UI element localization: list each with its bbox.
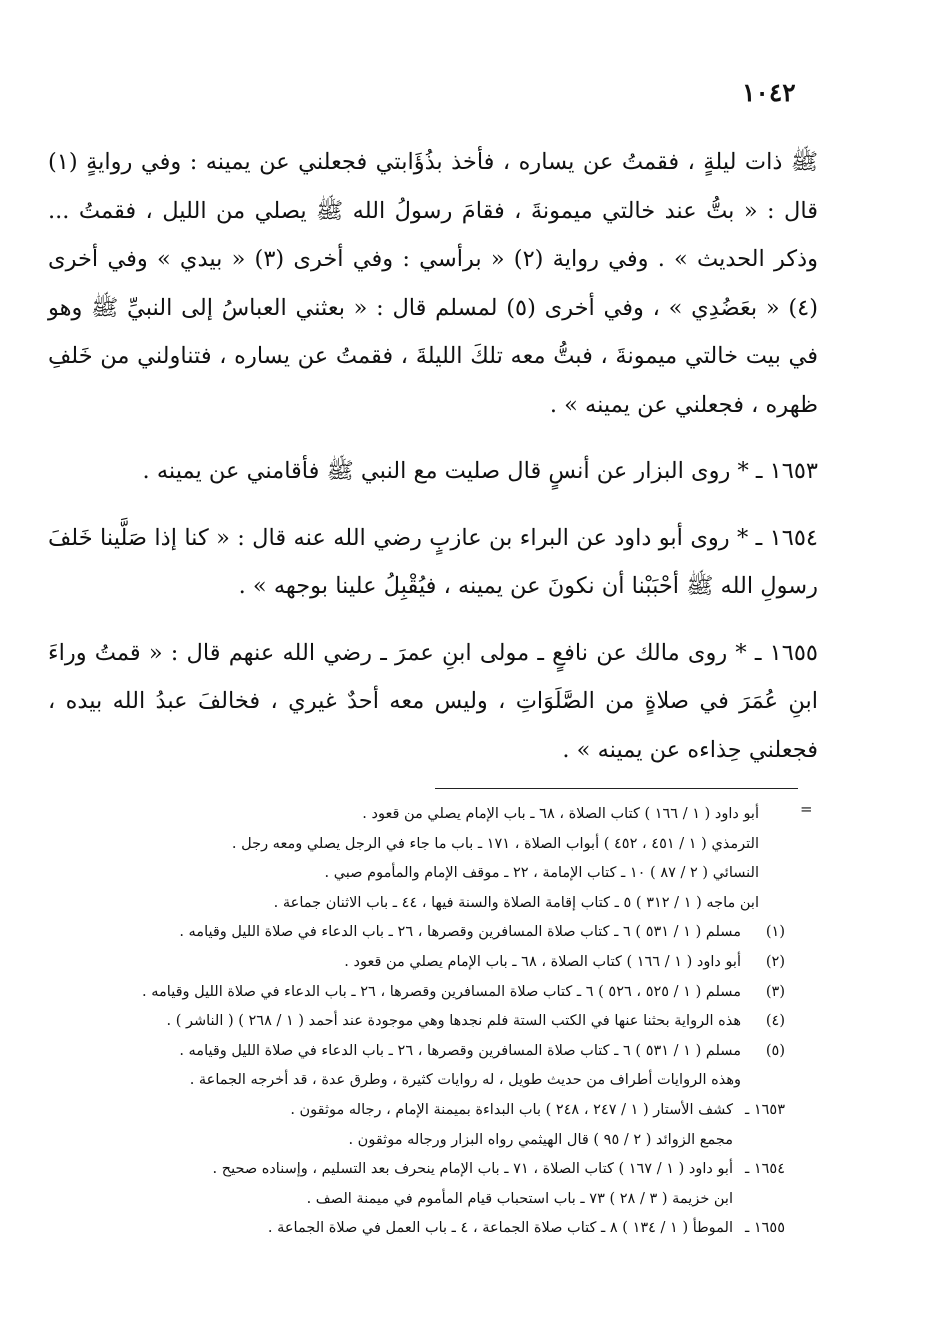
text-line: قال : « بتُّ عند خالتي ميمونةَ ، فقامَ رسولُ الله ﷺ يصلي من الليل ، فقمتُ ... وذكر bbox=[48, 197, 819, 272]
footnote-text: مسلم ( ١ / ٥٣١ ) ٦ ـ كتاب صلاة المسافرين وقصرها ، ٢٦ ـ باب الدعاء في صلاة الليل وقيامه . bbox=[179, 1042, 741, 1059]
page-number: ١٠٤٢ bbox=[742, 78, 796, 107]
continuation-mark: = bbox=[800, 800, 813, 818]
footnote-text: وهذه الروايات أطراف من حديث طويل ، له روايات كثيرة ، وطرق عدة ، قد أخرجه الجماعة . bbox=[189, 1072, 741, 1089]
footnote-text: مسلم ( ١ / ٥٣١ ) ٦ ـ كتاب صلاة المسافرين وقصرها ، ٢٦ ـ باب الدعاء في صلاة الليل وقيامه . bbox=[179, 924, 741, 941]
footnote-number: (٢) bbox=[765, 953, 785, 970]
text-line: ﷺ ذات ليلةٍ ، فقمتُ عن يساره ، فأخذ بذُؤَابتي فجعلني عن يمينه : وفي روايةٍ (١) bbox=[48, 149, 818, 175]
footnote-number: (١) bbox=[765, 924, 785, 941]
footnote-number bbox=[741, 1066, 785, 1096]
text-line: عن يمينه » . bbox=[562, 736, 681, 763]
footnote-text: مجمع الزوائد ( ٢ / ٩٥ ) قال الهيثمي رواه البزار ورجاله موثقون . bbox=[348, 1131, 733, 1148]
hadith-1654 bbox=[48, 514, 818, 611]
footnote-text: ابن ماجه ( ١ / ٣١٢ ) ٥ ـ كتاب إقامة الصلاة والسنة فيها ، ٤٤ ـ باب الاثنان جماعة . bbox=[273, 894, 759, 911]
footnote-line bbox=[110, 800, 785, 830]
footnote-line bbox=[110, 918, 785, 948]
footnote-line bbox=[110, 1066, 785, 1096]
footnote-line bbox=[110, 948, 785, 978]
footnote-text: أبو داود ( ١ / ١٦٦ ) كتاب الصلاة ، ٦٨ ـ باب الإمام يصلي من قعود . bbox=[344, 953, 741, 970]
footnote-text: مسلم ( ١ / ٥٢٥ ، ٥٢٦ ) ٦ ـ كتاب صلاة المسافرين وقصرها ، ٢٦ ـ باب الدعاء في صلاة الليل وقيامه . bbox=[142, 983, 741, 1000]
text-line: الحديث » . وفي رواية (٢) « برأسي : وفي أخرى (٣) « بيدي » وفي أخرى (٤) « بعَضُدِي » ، bbox=[48, 246, 818, 321]
footnote-number: ١٦٥٣ ـ bbox=[744, 1101, 785, 1118]
footnote-separator bbox=[435, 788, 798, 789]
footnote-number: (٥) bbox=[765, 1042, 785, 1059]
footnote-number bbox=[759, 889, 785, 919]
footnote-text: أبو داود ( ١ / ١٦٦ ) كتاب الصلاة ، ٦٨ ـ باب الإمام يصلي من قعود . bbox=[362, 806, 759, 822]
footnote-line bbox=[110, 978, 785, 1008]
text-line: خَلفَ رسولِ الله ﷺ أحْبَبْنا أن نكونَ عن يمينه ، فيُقْبِلُ علينا بوجهه » . bbox=[48, 524, 818, 599]
footnote-number: (٣) bbox=[765, 983, 785, 1000]
footnote-line bbox=[110, 1155, 785, 1185]
text-line: ١٦٥٤ ـ * روى أبو داود عن البراء بن عازبٍ رضي الله عنه قال : « كنا إذا صَلَّينا bbox=[100, 524, 818, 551]
footnote-text: كشف الأستار ( ١ / ٢٤٧ ، ٢٤٨ ) باب البداءة بميمنة الإمام ، رجاله موثقون . bbox=[290, 1101, 733, 1118]
footnote-line bbox=[110, 889, 785, 919]
hadith-1655 bbox=[48, 629, 818, 775]
main-text bbox=[48, 138, 818, 774]
footnote-text: ابن خزيمة ( ٣ / ٢٨ ) ٧٣ ـ باب استحباب قيام المأموم في ميمنة الصف . bbox=[306, 1190, 733, 1207]
footnote-number: (٤) bbox=[765, 1013, 785, 1030]
hadith-1653 bbox=[48, 447, 818, 496]
text-line: ١٦٥٣ ـ * روى البزار عن أنسٍ قال صليت مع النبي ﷺ فأقامني عن يمينه . bbox=[142, 458, 818, 484]
text-line: وفي أخرى (٥) لمسلم قال : « بعثني العباسُ إلى النبيِّ ﷺ وهو في بيت خالتي ميمونةَ ، فبتُّ bbox=[48, 294, 819, 369]
footnote-number: ١٦٥٥ ـ bbox=[744, 1220, 785, 1237]
footnote-text: هذه الرواية بحثنا عنها في الكتب الستة فلم نجدها وهي موجودة عند أحمد ( ١ / ٢٦٨ ) ( الناشر ) . bbox=[166, 1013, 741, 1030]
footnote-number: ١٦٥٤ ـ bbox=[744, 1161, 785, 1178]
footnote-line bbox=[110, 830, 785, 860]
footnotes bbox=[110, 800, 785, 1244]
text-line: معه تلكَ الليلةَ ، فقمتُ عن يساره ، فتناولني من خَلفِ ظهره ، فجعلني عن يمينه » . bbox=[48, 343, 818, 418]
footnote-line bbox=[110, 1214, 785, 1244]
footnote-number bbox=[733, 1185, 785, 1215]
text-line: عُمَرَ في صلاةٍ من الصَّلَوَاتِ ، وليس معه أحدٌ غيري ، فخالفَ عبدُ الله بيده ، فجعلني حِذاءه bbox=[48, 688, 818, 763]
footnote-text: النسائي ( ٢ / ٨٧ ) ١٠ ـ كتاب الإمامة ، ٢٢ ـ موقف الإمام والمأموم صبي . bbox=[324, 865, 759, 882]
footnote-number bbox=[733, 1126, 785, 1156]
footnote-number bbox=[759, 830, 785, 860]
footnote-number bbox=[759, 859, 785, 889]
footnote-line bbox=[110, 1185, 785, 1215]
footnote-line bbox=[110, 1037, 785, 1067]
footnote-line bbox=[110, 859, 785, 889]
footnote-text: أبو داود ( ١ / ١٦٧ ) كتاب الصلاة ، ٧١ ـ باب الإمام ينحرف بعد التسليم ، وإسناده صحيح . bbox=[212, 1161, 733, 1178]
footnote-line bbox=[110, 1007, 785, 1037]
paragraph-narration-variants bbox=[48, 138, 818, 429]
footnote-text: الموطأ ( ١ / ١٣٤ ) ٨ ـ كتاب صلاة الجماعة ، ٤ ـ باب العمل في صلاة الجماعة . bbox=[267, 1220, 733, 1237]
text-line: ١٦٥٥ ـ * روى مالك عن نافعٍ ـ مولى ابنِ عمرَ ـ رضي الله عنهم قال : « قمتُ وراءَ ابنِ bbox=[48, 639, 819, 714]
footnote-line bbox=[110, 1096, 785, 1126]
footnote-number bbox=[759, 800, 785, 830]
footnote-line bbox=[110, 1126, 785, 1156]
footnote-text: الترمذي ( ١ / ٤٥١ ، ٤٥٢ ) أبواب الصلاة ، ١٧١ ـ باب ما جاء في الرجل يصلي ومعه رجل . bbox=[231, 835, 759, 852]
